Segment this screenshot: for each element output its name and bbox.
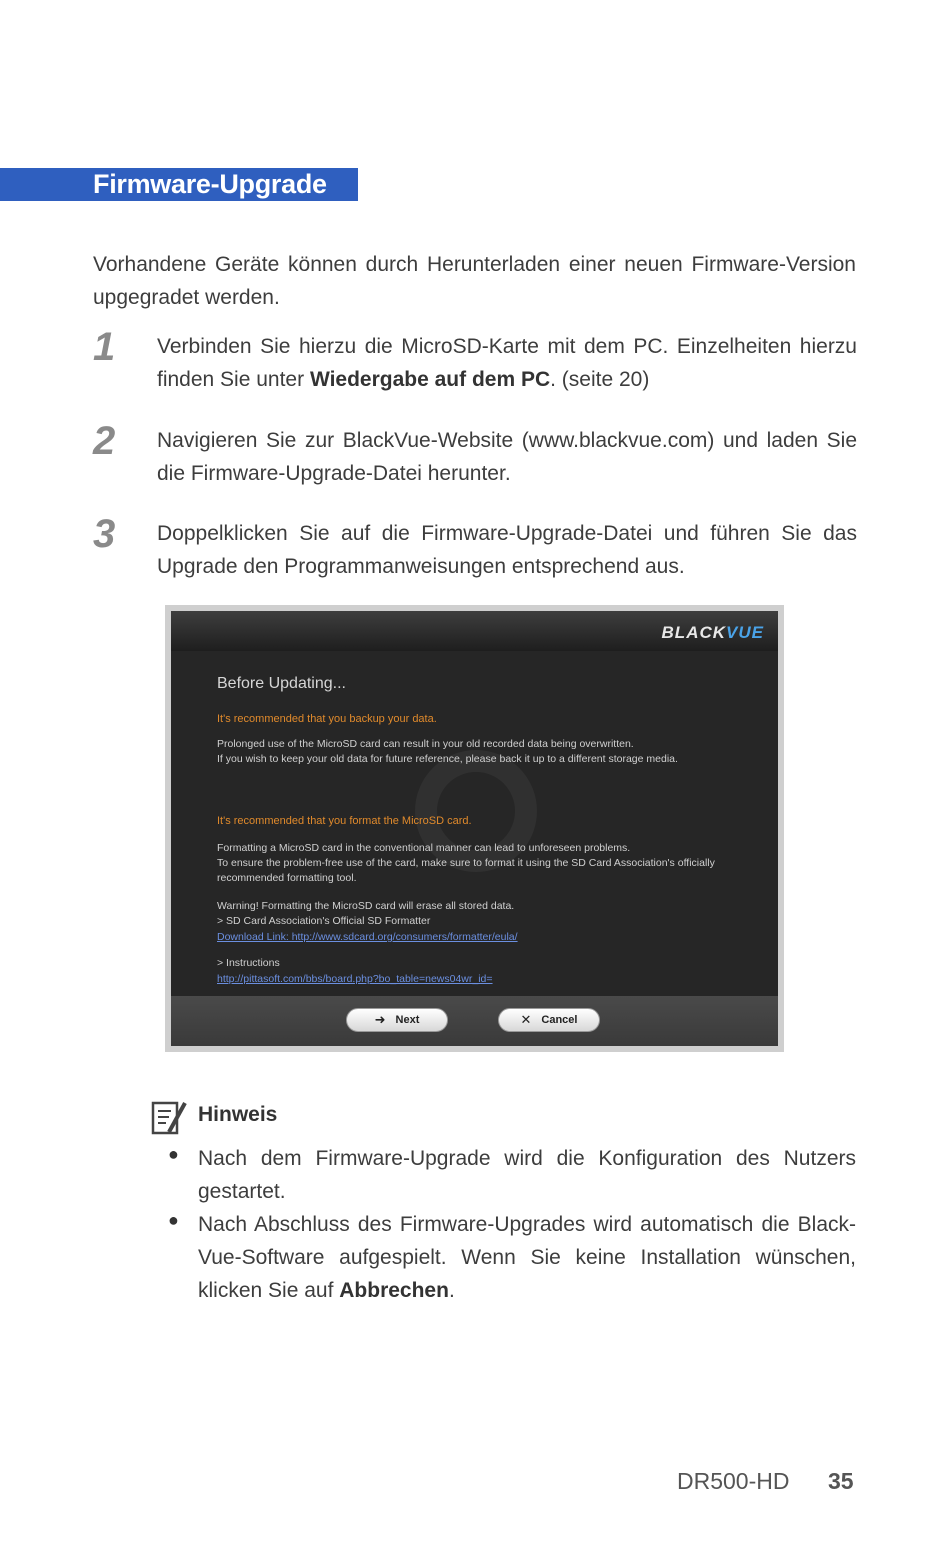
section-title: Firmware-Upgrade [93, 169, 327, 199]
note-item-1: Nach dem Firmware-Upgrade wird die Konfiguration des Nutzers gestartet. [198, 1147, 856, 1203]
dialog-footer [171, 996, 778, 1046]
step-number-3: 3 [93, 512, 116, 556]
warning-text: Warning! Formatting the MicroSD card will erase all stored data. [217, 900, 515, 912]
backup-text-1: Prolonged use of the MicroSD card can result in your old recorded data being overwritten. [217, 738, 634, 750]
blackvue-logo: BLACKVUE [661, 623, 764, 642]
bullet-icon: ● [168, 1210, 179, 1230]
instructions-text: > Instructions [217, 957, 280, 969]
step-number-2: 2 [93, 419, 116, 463]
step-2-text: Navigieren Sie zur BlackVue-Website (www.blackvue.com) und laden Sie die Firmware-Upgrade-Datei herunter. [157, 429, 857, 485]
close-icon: ✕ [520, 1012, 532, 1027]
step-1-text: Verbinden Sie hierzu die MicroSD-Karte mit dem PC. Einzelheiten hierzu finden Sie unter Wiedergabe auf dem PC. (seite 20) [157, 335, 857, 391]
page-number: 35 [828, 1468, 854, 1494]
dialog-heading: Before Updating... [217, 675, 346, 692]
step-1-bold-link: Wiedergabe auf dem PC [309, 368, 551, 391]
note-title: Hinweis [198, 1103, 278, 1126]
format-text-1: Formatting a MicroSD card in the conventional manner can lead to unforeseen problems. [217, 842, 631, 854]
arrow-right-icon: ➜ [374, 1012, 386, 1027]
formatter-text: > SD Card Association's Official SD Formatter [217, 915, 431, 927]
format-text-2: To ensure the problem-free use of the card, make sure to format it using the SD Card Association's officially recommended formatting tool. [217, 857, 715, 884]
format-recommendation: It's recommended that you format the MicroSD card. [217, 815, 472, 827]
note-item-2: Nach Abschluss des Firmware-Upgrades wird automatisch die Black-Vue-Software aufgespielt. Wenn Sie keine Installation wünschen, klicken Sie auf Abbrechen. [198, 1213, 856, 1302]
cancel-button[interactable]: ✕ Cancel [498, 1008, 600, 1032]
bullet-icon: ● [168, 1144, 179, 1164]
intro-paragraph: Vorhandene Geräte können durch Herunterladen einer neuen Firmware-Version upgegradet werden. [93, 253, 856, 309]
step-3-text: Doppelklicken Sie auf die Firmware-Upgrade-Datei und führen Sie das Upgrade den Programmanweisungen entsprechend aus. [157, 522, 857, 578]
dialog-body [171, 651, 778, 996]
step-number-1: 1 [93, 325, 116, 369]
dialog-header [171, 611, 778, 652]
footer-model: DR500-HD [677, 1468, 790, 1494]
backup-recommendation: It's recommended that you backup your data. [217, 713, 437, 725]
note-icon [151, 1100, 189, 1136]
cancel-emphasis: Abbrechen [339, 1279, 449, 1302]
download-link[interactable]: Download Link: http://www.sdcard.org/consumers/formatter/eula/ [217, 931, 518, 943]
update-dialog [171, 611, 778, 1046]
backup-text-2: If you wish to keep your old data for future reference, please back it up to a different storage media. [217, 753, 678, 765]
next-button[interactable]: ➜ Next [346, 1008, 448, 1032]
update-dialog-screenshot [165, 605, 784, 1052]
instructions-link[interactable]: http://pittasoft.com/bbs/board.php?bo_table=news04wr_id= [217, 973, 493, 985]
